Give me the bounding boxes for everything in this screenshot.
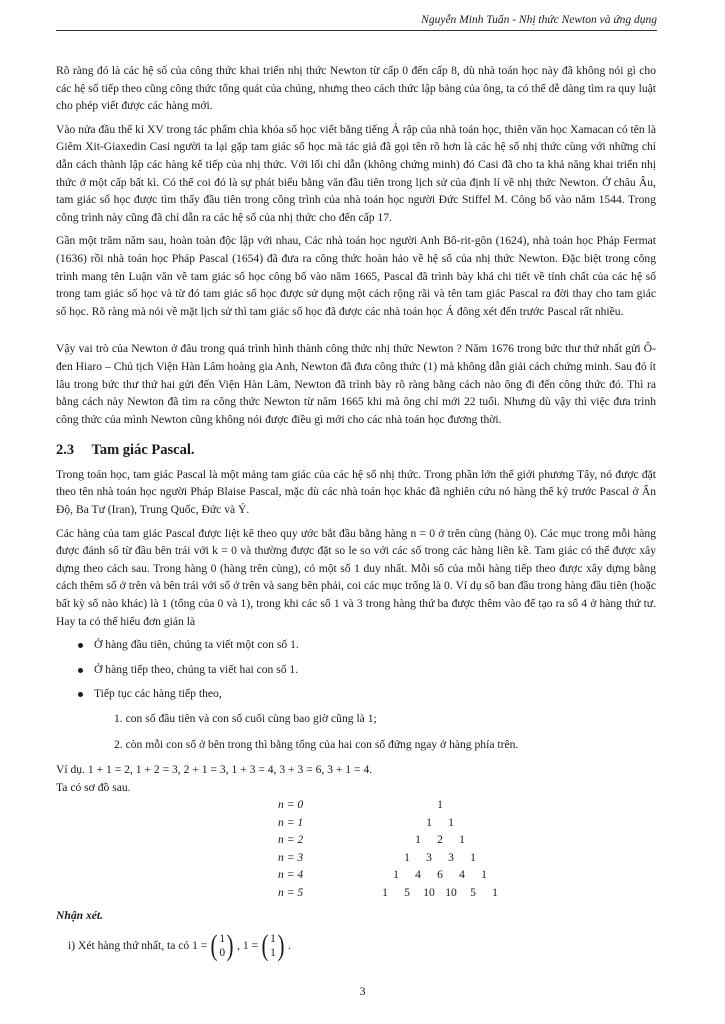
row-values bbox=[338, 884, 538, 902]
triangle-row bbox=[278, 796, 538, 814]
triangle-entry: 4 bbox=[415, 868, 421, 882]
page-body bbox=[56, 62, 656, 961]
remark-title: Nhận xét. bbox=[56, 909, 104, 923]
intro-paragraph-3: Gần một trăm năm sau, hoàn toàn độc lập với nhau, Các nhà toán học người Anh Bô-rit-gôn (1624), nhà toán học Pháp Fermat (1636) rồi nhà toán học Pháp Pascal (1654) đã đưa ra công thức hoàn hảo về hệ số của nhị thức Newton. Đặc biệt trong công trình mang tên Luận văn về tam giác số học công bố vào năm 1665, Pascal đã trình bày khá chi tiết về tính chất của các hệ số trong tam giác số học và từ đó tam giác số học được sử dụng một cách rộng rãi và tên tam giác Pascal ra đời thay cho tam giác số học. Rõ ràng mà nói về mặt lịch sử thì tam giác số học đã được các nhà toán học Á đông xét đến trước Pascal rất nhiều. bbox=[56, 234, 656, 318]
bullet-dot-icon bbox=[78, 692, 83, 697]
triangle-entry: 1 bbox=[459, 833, 465, 847]
triangle-entry: 4 bbox=[459, 868, 465, 882]
triangle-entry: 1 bbox=[437, 798, 443, 812]
row-label: n = 2 bbox=[278, 833, 304, 847]
remark-i-suffix: . bbox=[287, 939, 291, 953]
bullet-dot-icon bbox=[78, 643, 83, 648]
remark-item-i bbox=[68, 928, 656, 962]
triangle-row bbox=[278, 814, 538, 832]
triangle-entry: 1 bbox=[481, 868, 487, 882]
triangle-entry: 10 bbox=[445, 885, 457, 899]
diagram-intro: Ta có sơ đồ sau. bbox=[56, 780, 131, 794]
bullet-item: Tiếp tục các hàng tiếp theo, bbox=[78, 685, 656, 703]
triangle-entry: 3 bbox=[448, 850, 454, 864]
remark-i-prefix: i) Xét hàng thứ nhất, ta có 1 = bbox=[68, 939, 208, 953]
row-label: n = 0 bbox=[278, 798, 304, 812]
bullet-item: Ở hàng đầu tiên, chúng ta viết một con số 1. bbox=[78, 636, 656, 654]
sublist-item: 2. còn mỗi con số ở bên trong thì bằng tổng của hai con số đứng ngay ở hàng phía trên. bbox=[114, 737, 519, 751]
section-title: Tam giác Pascal. bbox=[91, 442, 195, 459]
remark-i-mid: , 1 = bbox=[237, 939, 259, 953]
triangle-entry: 1 bbox=[382, 885, 388, 899]
triangle-row bbox=[278, 884, 538, 902]
triangle-entry: 2 bbox=[437, 833, 443, 847]
intro-paragraph-1: Rõ ràng đó là các hệ số của công thức khai triển nhị thức Newton từ cấp 0 đến cấp 8, dù nhà toán học này đã không nói gì cho các hệ số tiếp theo cũng công thức tổng quát của chúng, nhưng theo cách thức lập bảng của ông, ta có thể dễ dàng tìm ra quy luật cho phép viết được các hàng mới. bbox=[56, 64, 656, 113]
section-heading bbox=[56, 442, 656, 460]
section-paragraph-1: Trong toán học, tam giác Pascal là một mảng tam giác của các hệ số nhị thức. Trong phần lớn thế giới phương Tây, nó được đặt theo tên nhà toán học người Pháp Blaise Pascal, mặc dù các nhà toán học khác đã nghiên cứu nó hàng thế kỷ trước Pascal ở Ấn Độ, Ba Tư (Iran), Trung Quốc, Đức và Ý. bbox=[56, 467, 656, 517]
row-values bbox=[338, 849, 538, 867]
triangle-entry: 5 bbox=[470, 885, 476, 899]
pascal-triangle bbox=[278, 796, 538, 901]
example-line: Ví dụ. 1 + 1 = 2, 1 + 2 = 3, 2 + 1 = 3, 1 + 3 = 4, 3 + 3 = 6, 3 + 1 = 4. bbox=[56, 763, 373, 777]
row-values bbox=[338, 796, 538, 814]
bullet-list bbox=[78, 636, 656, 703]
triangle-entry: 5 bbox=[404, 885, 410, 899]
row-label: n = 1 bbox=[278, 815, 304, 829]
triangle-entry: 1 bbox=[404, 850, 410, 864]
triangle-entry: 10 bbox=[423, 885, 435, 899]
row-values bbox=[338, 866, 538, 884]
triangle-entry: 1 bbox=[393, 868, 399, 882]
numbered-sublist bbox=[114, 710, 656, 753]
row-values bbox=[338, 814, 538, 832]
row-label: n = 3 bbox=[278, 850, 304, 864]
sublist-item: 1. con số đầu tiên và con số cuối cùng bao giờ cũng là 1; bbox=[114, 712, 377, 725]
binomial-coefficient: ( 1 1 ) bbox=[261, 928, 285, 962]
running-header: Nguyễn Minh Tuấn - Nhị thức Newton và ứng dụng bbox=[56, 14, 657, 31]
intro-paragraph-2: Vào nửa đầu thế kỉ XV trong tác phẩm chìa khóa số học viết bằng tiếng Ả rập của nhà toán học, thiên văn học Xamacan có tên là Giêm Xit-Giaxedin Casi người ta lại gặp tam giác số học mà tác giả đã gọi tên rõ hơn là các hệ số nhị thức cùng với những chỉ dẫn cách thành lập các hàng kế tiếp của nhị thức. Với lối chỉ dẫn (không chứng minh) đó Casi đã cho ta khả năng khai triển nhị thức ở một cấp bất kì. Có thể coi đó là sự phát biểu bằng văn đầu tiên trong lịch sử của định lí về nhị thức Newton. Ở châu Âu, tam giác số học được tìm thấy đầu tiên trong công trình của nhà toán học người Đức Stiffel M. Công bố vào năm 1544. Trong công trình này cũng đã chỉ dẫn ra các hệ số của nhị thức cho đến cấp 17. bbox=[56, 122, 656, 224]
row-label: n = 4 bbox=[278, 868, 304, 882]
triangle-entry: 6 bbox=[437, 868, 443, 882]
bullet-dot-icon bbox=[78, 668, 83, 673]
triangle-row bbox=[278, 866, 538, 884]
binomial-coefficient: ( 1 0 ) bbox=[210, 928, 234, 962]
row-values bbox=[338, 831, 538, 849]
row-label: n = 5 bbox=[278, 885, 304, 899]
triangle-row bbox=[278, 831, 538, 849]
triangle-entry: 1 bbox=[470, 850, 476, 864]
triangle-entry: 1 bbox=[492, 885, 498, 899]
newton-paragraph: Vậy vai trò của Newton ở đâu trong quá trình hình thành công thức nhị thức Newton ? Năm 1676 trong bức thư thứ nhất gửi Ô-đen Hiaro – Chủ tịch Viện Hàn Lâm hoàng gia Anh, Newton đã đưa công thức (1) mà không dẫn giải cách chứng minh. Sau đó ít lâu trong bức thư thứ hai gửi đến Viện Hàn Lâm, Newton đã trình bày rõ ràng bằng cách nào ông đi đến công thức đó. Thì ra bằng cách này Newton đã tìm ra công thức Newton từ năm 1665 khi mà ông chỉ mới 22 tuổi. Nhưng dù vậy thì việc đưa trình công thức của mình Newton cũng không nói được điều gì mới cho các nhà toán học đương thời. bbox=[56, 342, 656, 426]
triangle-entry: 1 bbox=[415, 833, 421, 847]
triangle-row bbox=[278, 849, 538, 867]
triangle-entry: 3 bbox=[426, 850, 432, 864]
section-number: 2.3 bbox=[56, 442, 75, 459]
section-paragraph-2: Các hàng của tam giác Pascal được liệt kê theo quy ước bắt đầu bằng hàng n = 0 ở trên cùng (hàng 0). Các mục trong mỗi hàng được đánh số từ đầu bên trái với k = 0 và thường được đặt so le so với các số trong các hàng liền kề. Tam giác có thể được xây dựng theo cách sau. Trong hàng 0 (hàng trên cùng), có một số 1 duy nhất. Mỗi số của mỗi hàng tiếp theo được xây dựng bằng cách thêm số ở trên và bên trái với số ở trên và sang bên phải, coi các mục trống là 0. Ví dụ số ban đầu trong hàng đầu tiên (hoặc bất kỳ số nào khác) là 1 (tổng của 0 và 1), trong khi các số 1 và 3 trong hàng thứ ba được thêm vào để tạo ra số 4 ở hàng thứ tư. Hay ta có thể hiểu đơn giản là bbox=[56, 526, 656, 628]
triangle-entry: 1 bbox=[448, 815, 454, 829]
triangle-entry: 1 bbox=[426, 815, 432, 829]
bullet-item: Ở hàng tiếp theo, chúng ta viết hai con số 1. bbox=[78, 661, 656, 679]
page-number: 3 bbox=[359, 984, 366, 998]
